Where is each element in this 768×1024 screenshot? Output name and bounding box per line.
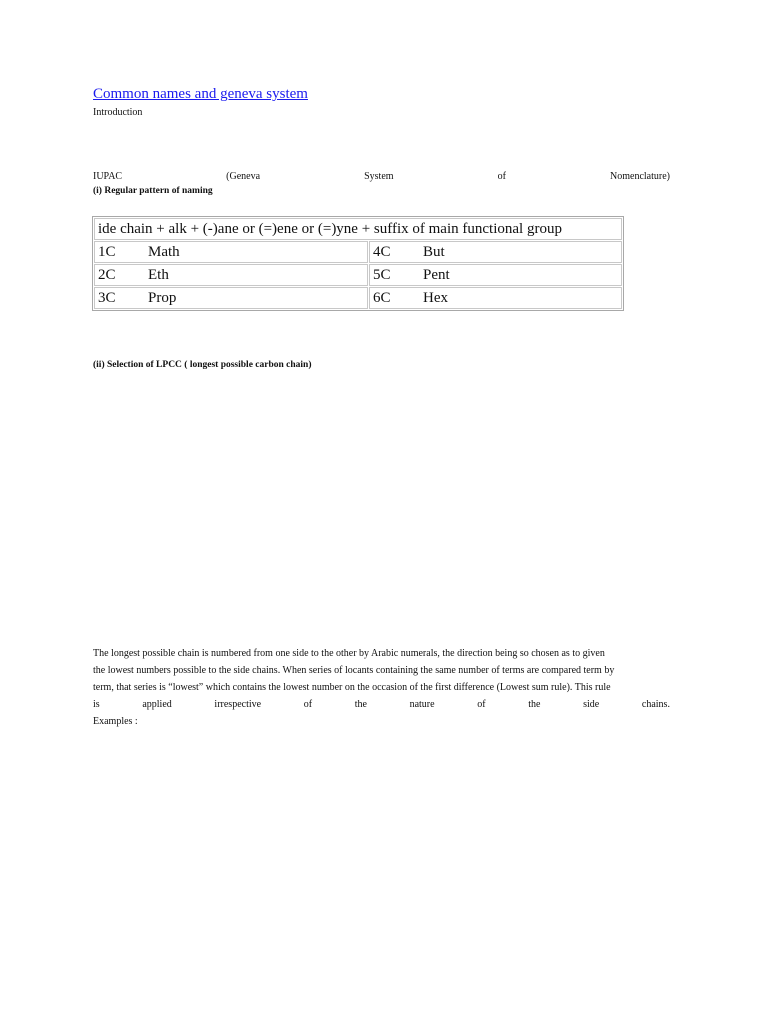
paragraph-word: the — [528, 699, 541, 710]
table-row — [94, 241, 622, 263]
paragraph-word: the — [354, 699, 367, 710]
prefix-name: Pent — [423, 267, 450, 283]
prefix-name: But — [423, 244, 445, 260]
paragraph-word: nature — [409, 699, 435, 710]
rule-1-heading: (i) Regular pattern of naming — [93, 186, 213, 196]
carbon-count: 1C — [98, 244, 116, 260]
carbon-count: 2C — [98, 267, 116, 283]
paragraph-word: chains. — [641, 699, 670, 710]
carbon-count: 4C — [373, 244, 391, 260]
rule-2-heading: (ii) Selection of LPCC ( longest possible carbon chain) — [93, 360, 312, 370]
paragraph-line: The longest possible chain is numbered from one side to the other by Arabic numerals, the direction being so chosen as to given — [93, 648, 605, 659]
paragraph-line: the lowest numbers possible to the side chains. When series of locants containing the same number of terms are compared term by — [93, 665, 615, 676]
iupac-word: IUPAC — [93, 171, 123, 182]
prefix-name: Hex — [423, 290, 448, 306]
prefix-name: Prop — [148, 290, 177, 306]
paragraph-word: of — [477, 699, 486, 710]
table-cell-right — [369, 287, 622, 309]
naming-pattern-table — [92, 216, 624, 311]
prefix-name: Eth — [148, 267, 169, 283]
table-cell-right — [369, 241, 622, 263]
paragraph-word: irrespective — [214, 699, 262, 710]
paragraph-line: Examples : — [93, 716, 138, 727]
paragraph-line — [93, 696, 670, 713]
paragraph-line: term, that series is “lowest” which contains the lowest number on the occasion of the first difference (Lowest sum rule). This rule — [93, 682, 611, 693]
table-row — [94, 264, 622, 286]
paragraph-word: applied — [142, 699, 172, 710]
table-header-cell: ide chain + alk + (-)ane or (=)ene or (=)yne + suffix of main functional group — [94, 218, 622, 240]
paragraph-word: of — [303, 699, 313, 710]
prefix-name: Math — [148, 244, 180, 260]
page-title-link[interactable]: Common names and geneva system — [93, 86, 308, 102]
table-cell-right — [369, 264, 622, 286]
iupac-word: (Geneva — [226, 171, 261, 182]
carbon-count: 5C — [373, 267, 391, 283]
iupac-word: System — [364, 171, 394, 182]
intro-text: Introduction — [93, 107, 143, 118]
carbon-count: 6C — [373, 290, 391, 306]
table-cell-left — [94, 264, 368, 286]
table-header-row — [94, 218, 622, 240]
paragraph-word: side — [583, 699, 600, 710]
table-cell-left — [94, 241, 368, 263]
iupac-heading-line — [93, 171, 670, 182]
iupac-word: Nomenclature) — [610, 171, 670, 182]
iupac-word: of — [497, 171, 506, 182]
table-row — [94, 287, 622, 309]
table-cell-left — [94, 287, 368, 309]
lpcc-paragraph — [93, 645, 670, 730]
paragraph-word: is — [93, 699, 100, 710]
carbon-count: 3C — [98, 290, 116, 306]
